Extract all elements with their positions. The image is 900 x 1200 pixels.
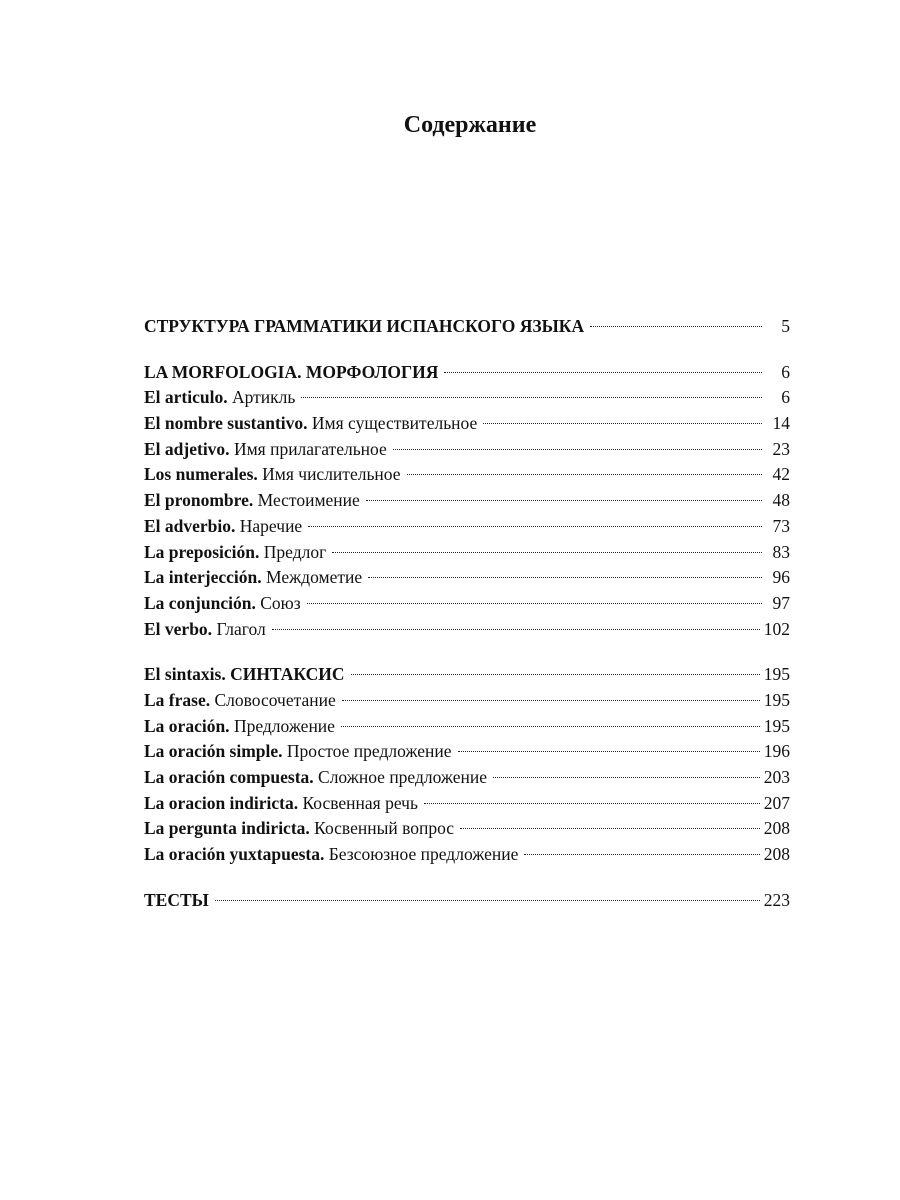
toc-entry-translation: Местоимение (257, 490, 360, 511)
toc-entry[interactable] (144, 816, 790, 842)
dot-leader (366, 500, 762, 501)
toc-entry-heading: СТРУКТУРА ГРАММАТИКИ ИСПАНСКОГО ЯЗЫКА (144, 316, 585, 336)
toc-entry[interactable] (144, 617, 790, 643)
toc-entry-translation: Союз (260, 592, 301, 613)
dot-leader (307, 603, 762, 604)
toc-entry-translation: Сложное предложение (318, 767, 488, 787)
toc-entry[interactable] (144, 437, 790, 463)
toc-entry-title (144, 791, 418, 817)
toc-entry-heading: La oración compuesta. (144, 767, 314, 787)
toc-page-number: 6 (781, 361, 790, 382)
toc-entry-title (144, 739, 452, 765)
toc-entry-heading: La preposición. (144, 541, 260, 562)
toc-entry-heading: La pergunta indiricta. (144, 818, 310, 839)
toc-entry[interactable] (144, 591, 790, 617)
toc-entry-translation: Косвенная речь (302, 792, 418, 813)
toc-entry-title (144, 888, 209, 914)
toc-section (144, 314, 790, 340)
toc-entry[interactable] (144, 360, 790, 386)
toc-page-number: 14 (772, 413, 790, 434)
dot-leader (493, 777, 760, 778)
toc-entry-title (144, 565, 362, 591)
toc-page-number: 5 (781, 316, 790, 336)
toc-page-number: 23 (772, 438, 790, 459)
dot-leader (301, 397, 762, 398)
toc-entry-title (144, 462, 401, 488)
toc-entry-translation: Междометие (265, 567, 363, 588)
toc-entry-translation: Имя прилагательное (233, 438, 387, 459)
toc-entry-heading: La conjunción. (144, 592, 256, 613)
dot-leader (524, 854, 759, 855)
toc-entry-title (144, 842, 518, 868)
toc-page-number: 195 (763, 664, 790, 685)
toc-entry-translation: Безсоюзное предложение (328, 844, 519, 865)
dot-leader (424, 803, 760, 804)
toc-entry[interactable] (144, 540, 790, 566)
dot-leader (308, 526, 762, 527)
toc-entry[interactable] (144, 714, 790, 740)
toc-entry-heading: Los numerales. (144, 464, 258, 485)
toc-entry[interactable] (144, 842, 790, 868)
toc-page-number: 6 (781, 387, 790, 408)
toc-page-number: 208 (763, 844, 790, 865)
toc-page-number: 207 (763, 792, 790, 813)
toc-entry-translation: Наречие (239, 515, 303, 536)
toc-entry[interactable] (144, 662, 790, 688)
toc-entry-heading: El verbo. (144, 618, 213, 639)
toc-page-number: 42 (772, 464, 790, 485)
dot-leader (215, 900, 760, 901)
dot-leader (460, 828, 760, 829)
toc-page-number: 96 (772, 567, 790, 588)
toc-entry-heading: El sintaxis. СИНТАКСИС (144, 664, 345, 685)
toc-entry-translation: Предлог (263, 541, 327, 562)
toc-entry-title (144, 314, 584, 340)
toc-section (144, 360, 790, 643)
toc-entry-title (144, 360, 438, 386)
toc-page-number: 208 (763, 818, 790, 839)
toc-page-number: 223 (763, 889, 790, 910)
dot-leader (272, 629, 760, 630)
dot-leader (368, 577, 762, 578)
toc-entry-heading: El nombre sustantivo. (144, 413, 308, 434)
toc-entry-translation: Имя существительное (311, 413, 478, 434)
toc-section (144, 888, 790, 914)
toc-entry[interactable] (144, 462, 790, 488)
toc-page-number: 97 (772, 592, 790, 613)
toc-entry[interactable] (144, 488, 790, 514)
toc-entry-title (144, 617, 266, 643)
toc-entry[interactable] (144, 314, 790, 340)
toc-entry-title (144, 688, 336, 714)
toc-entry-heading: La interjección. (144, 567, 262, 588)
toc-entry[interactable] (144, 565, 790, 591)
dot-leader (458, 751, 760, 752)
dot-leader (351, 674, 760, 675)
toc-page-number: 195 (763, 715, 790, 736)
toc-entry[interactable] (144, 411, 790, 437)
toc-entry[interactable] (144, 385, 790, 411)
toc-entry[interactable] (144, 888, 790, 914)
toc-page-number: 48 (772, 490, 790, 511)
dot-leader (444, 372, 762, 373)
toc-entry-translation: Предложение (233, 715, 335, 736)
toc-entry[interactable] (144, 791, 790, 817)
toc-entry-title (144, 488, 360, 514)
toc-page-number: 203 (763, 767, 790, 787)
dot-leader (342, 700, 760, 701)
toc-entry-heading: LA MORFOLOGIA. МОРФОЛОГИЯ (144, 361, 439, 382)
toc-entry-heading: La frase. (144, 689, 211, 710)
toc-entry-translation: Артикль (231, 387, 296, 408)
toc-entry-heading: La oración. (144, 715, 230, 736)
toc-entry-title (144, 662, 345, 688)
toc-page-number: 196 (763, 741, 790, 762)
toc-entry-heading: La oracion indiricta. (144, 792, 299, 813)
toc-page-number: 102 (763, 618, 790, 639)
toc-page-number: 83 (772, 541, 790, 562)
toc-entry-title (144, 714, 335, 740)
toc-entry-title (144, 514, 302, 540)
dot-leader (341, 726, 760, 727)
toc-entry-title (144, 411, 477, 437)
toc-entry[interactable] (144, 514, 790, 540)
toc-entry-translation: Имя числительное (262, 464, 401, 485)
toc-entry-translation: Косвенный вопрос (314, 818, 455, 839)
toc-page-number: 73 (772, 515, 790, 536)
toc-entry-heading: El articulo. (144, 387, 228, 408)
toc-entry[interactable] (144, 688, 790, 714)
toc-entry-translation: Глагол (216, 618, 266, 639)
toc-entry-title (144, 765, 487, 791)
toc-entry-heading: El adjetivo. (144, 438, 230, 459)
toc-entry-title (144, 437, 387, 463)
dot-leader (590, 326, 762, 327)
toc-page-number: 195 (763, 689, 790, 710)
dot-leader (483, 423, 762, 424)
toc-entry-title (144, 540, 326, 566)
toc-entry-heading: La oración simple. (144, 741, 283, 762)
toc-section (144, 662, 790, 868)
page-title: Содержание (403, 112, 537, 138)
dot-leader (393, 449, 762, 450)
toc-entry-title (144, 591, 301, 617)
toc-entry[interactable] (144, 765, 790, 791)
toc-entry-heading: ТЕСТЫ (144, 889, 209, 910)
table-of-contents (144, 314, 790, 933)
toc-entry-translation: Простое предложение (286, 741, 452, 762)
toc-entry-heading: El adverbio. (144, 515, 236, 536)
toc-entry-translation: Словосочетание (214, 689, 336, 710)
dot-leader (332, 552, 762, 553)
toc-entry-title (144, 385, 295, 411)
toc-entry[interactable] (144, 739, 790, 765)
dot-leader (407, 474, 762, 475)
toc-entry-heading: La oración yuxtapuesta. (144, 844, 325, 865)
toc-entry-heading: El pronombre. (144, 490, 254, 511)
toc-entry-title (144, 816, 454, 842)
